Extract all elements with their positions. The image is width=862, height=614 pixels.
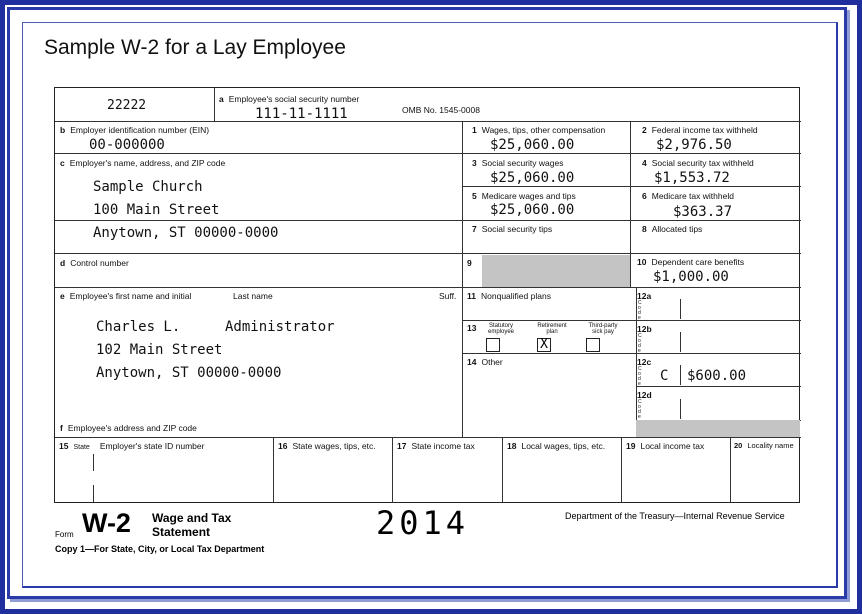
box-f-label: f Employee's address and ZIP code	[60, 423, 197, 433]
ein-value: 00-000000	[89, 137, 165, 153]
grid-line	[680, 365, 681, 385]
grid-line	[462, 186, 801, 187]
employer-name: Sample Church	[93, 179, 203, 195]
grid-line	[462, 353, 801, 354]
box9-shaded	[482, 255, 630, 287]
grid-line	[55, 220, 801, 221]
third-party-sick-pay-caption: Third-party sick pay	[588, 323, 618, 335]
box1-label: 1 Wages, tips, other compensation	[472, 125, 606, 135]
box2-value: $2,976.50	[656, 137, 732, 153]
retirement-plan-caption: Retirement plan	[537, 323, 567, 335]
box4-value: $1,553.72	[654, 170, 730, 186]
box15-label: 15 State Employer's state ID number	[59, 441, 205, 451]
form-name: W-2	[82, 508, 131, 538]
box1-value: $25,060.00	[490, 137, 575, 153]
grid-line	[630, 121, 631, 287]
omb-number: OMB No. 1545-0008	[402, 105, 480, 115]
box5-label: 5 Medicare wages and tips	[472, 191, 576, 201]
box3-value: $25,060.00	[490, 170, 575, 186]
box6-label: 6 Medicare tax withheld	[642, 191, 734, 201]
box9-label: 9	[467, 258, 472, 268]
grid-line	[55, 253, 801, 254]
box-a-label: a Employee's social security number	[219, 94, 360, 104]
box12c-code-caption: C o d e	[638, 366, 642, 387]
third-party-sick-pay-checkbox[interactable]	[586, 338, 600, 352]
box3-label: 3 Social security wages	[472, 158, 564, 168]
grid-line	[636, 386, 801, 387]
box12c-code: C	[660, 368, 669, 384]
grid-line	[730, 437, 731, 503]
box4-label: 4 Social security tax withheld	[642, 158, 754, 168]
box19-label: 19 Local income tax	[626, 441, 705, 451]
box12a-code-caption: C o d e	[638, 300, 642, 321]
form-title-line1: Wage and Tax	[152, 511, 232, 525]
box10-label: 10 Dependent care benefits	[637, 257, 745, 267]
box12d-label: 12d	[637, 390, 652, 400]
box12c-label: 12c	[637, 357, 652, 367]
employer-street: 100 Main Street	[93, 202, 220, 218]
employee-street: 102 Main Street	[96, 342, 223, 358]
retirement-plan-checkbox[interactable]: X	[537, 338, 551, 352]
box-c-label: c Employer's name, address, and ZIP code	[60, 158, 226, 168]
box11-label: 11 Nonqualified plans	[467, 291, 551, 301]
box-e-label: e Employee's first name and initial	[60, 291, 192, 301]
tax-year: 2014	[376, 504, 470, 542]
employee-city: Anytown, ST 00000-0000	[96, 365, 282, 381]
form-title-line2: Statement	[152, 525, 211, 539]
copy-designation: Copy 1—For State, City, or Local Tax Department	[55, 544, 265, 554]
w2-form	[54, 87, 800, 503]
ssn-value: 111-11-1111	[255, 106, 348, 122]
last-name-label: Last name	[233, 291, 273, 301]
grid-line	[214, 88, 215, 121]
page-title: Sample W-2 for a Lay Employee	[44, 36, 346, 59]
statutory-employee-caption: Statutory employee	[487, 323, 514, 335]
box6-value: $363.37	[673, 204, 733, 220]
box-b-label: b Employer identification number (EIN)	[60, 125, 210, 135]
grid-line	[55, 121, 801, 122]
box8-label: 8 Allocated tips	[642, 224, 703, 234]
employee-first-name: Charles L.	[96, 319, 181, 335]
employer-city: Anytown, ST 00000-0000	[93, 225, 279, 241]
box12d-code-caption: C o d e	[638, 399, 642, 420]
grid-line	[93, 485, 94, 502]
grid-line	[55, 437, 801, 438]
grid-line	[392, 437, 393, 503]
box20-label: 20 Locality name	[734, 441, 794, 450]
box16-label: 16 State wages, tips, etc.	[278, 441, 376, 451]
grid-line	[462, 121, 463, 437]
form-title	[152, 511, 231, 539]
box14-label: 14 Other	[467, 357, 503, 367]
grid-line	[621, 437, 622, 503]
employee-last-name: Administrator	[225, 319, 335, 335]
grid-line	[680, 332, 681, 352]
box18-label: 18 Local wages, tips, etc.	[507, 441, 606, 451]
suffix-label: Suff.	[439, 291, 457, 301]
box17-label: 17 State income tax	[397, 441, 475, 451]
grid-line	[273, 437, 274, 503]
box12b-label: 12b	[637, 324, 652, 334]
grid-line	[680, 299, 681, 319]
grid-line	[93, 454, 94, 471]
box7-label: 7 Social security tips	[472, 224, 553, 234]
box2-label: 2 Federal income tax withheld	[642, 125, 758, 135]
grid-line	[680, 399, 681, 419]
box10-value: $1,000.00	[653, 269, 729, 285]
box5-value: $25,060.00	[490, 202, 575, 218]
box13-label: 13	[467, 323, 477, 333]
grid-line	[462, 320, 801, 321]
irs-department: Department of the Treasury—Internal Revenue Service	[565, 511, 785, 521]
box12d-shaded	[636, 420, 800, 437]
box-d-label: d Control number	[60, 258, 129, 268]
statutory-employee-checkbox[interactable]	[486, 338, 500, 352]
box12b-code-caption: C o d e	[638, 333, 642, 354]
grid-line	[502, 437, 503, 503]
form-word: Form	[55, 530, 74, 539]
box12c-value: $600.00	[687, 368, 747, 384]
control-code: 22222	[107, 98, 147, 113]
grid-line	[55, 153, 801, 154]
box12a-label: 12a	[637, 291, 652, 301]
grid-line	[55, 287, 801, 288]
